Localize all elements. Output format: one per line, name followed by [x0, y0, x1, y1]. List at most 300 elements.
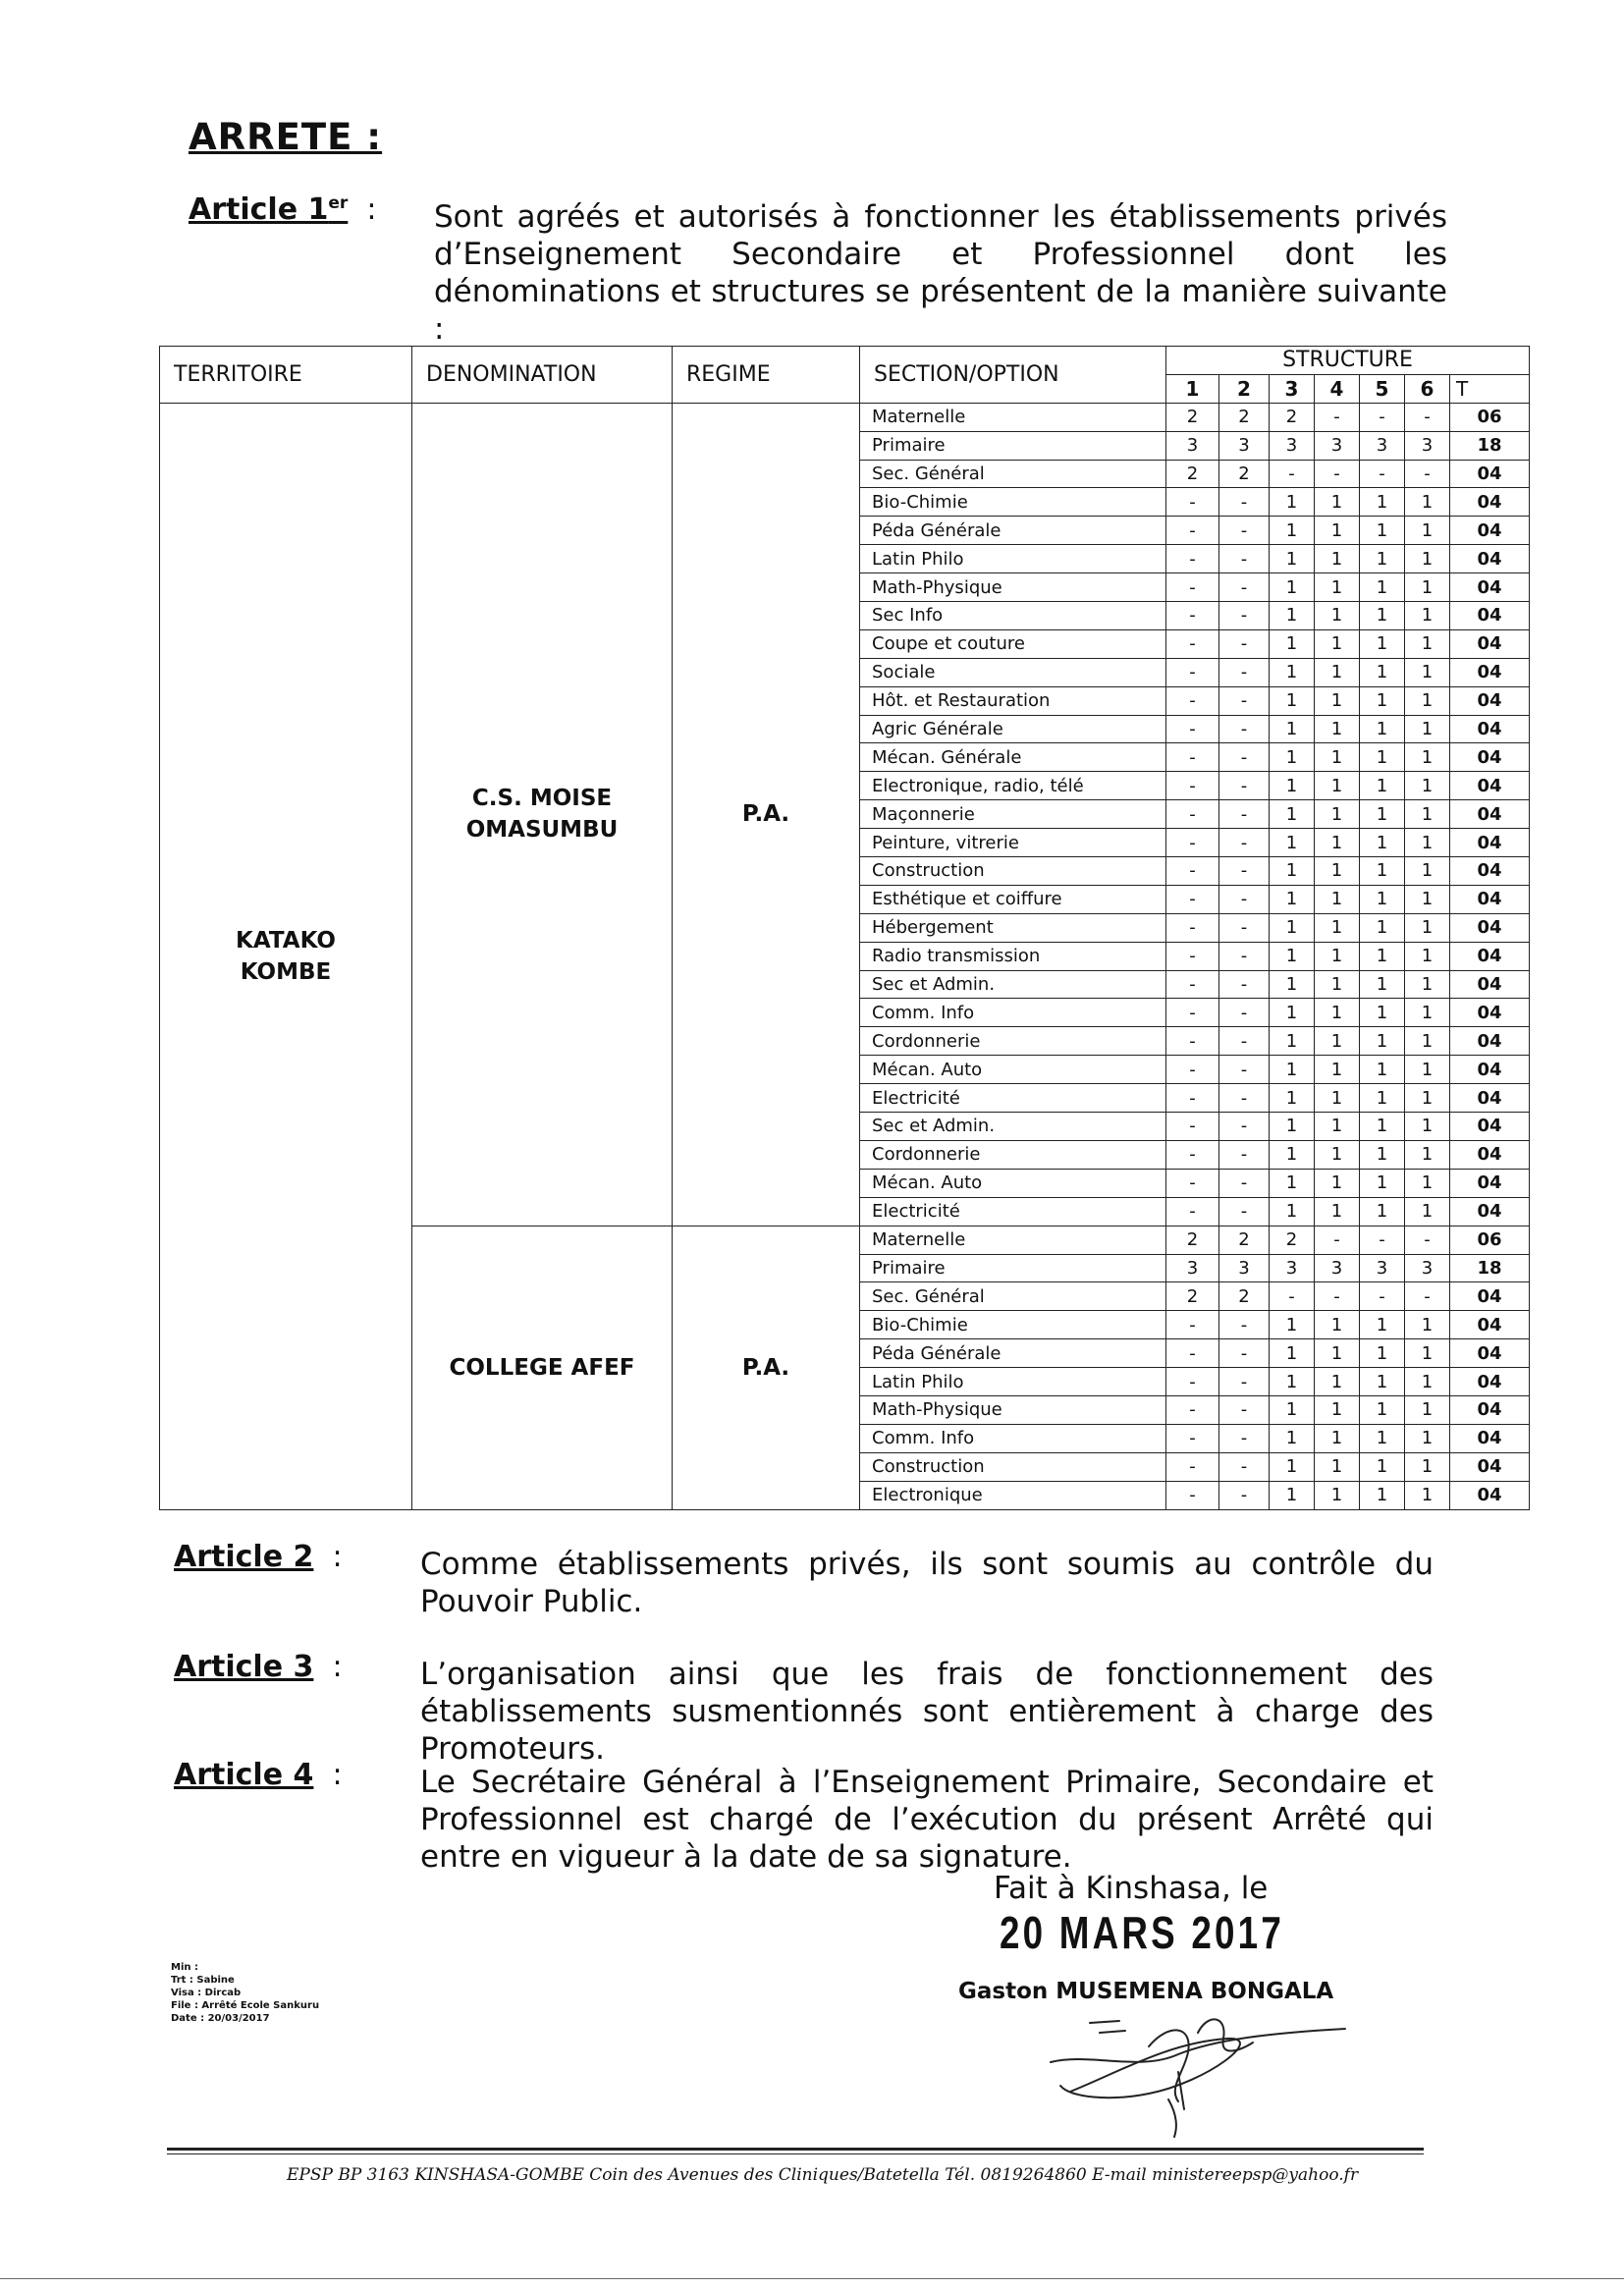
structure-cell: 1: [1315, 1027, 1360, 1056]
signature-date: 20 MARS 2017: [1000, 1907, 1284, 1958]
structure-cell: -: [1405, 1226, 1450, 1254]
structure-cell: 1: [1360, 1311, 1405, 1339]
structure-cell: -: [1166, 545, 1219, 573]
structure-cell: -: [1219, 1140, 1270, 1169]
section-option-cell: Math-Physique: [860, 573, 1166, 602]
structure-cell: 1: [1270, 1113, 1315, 1141]
total-cell: 04: [1450, 970, 1530, 999]
structure-cell: -: [1166, 1481, 1219, 1509]
article-3-heading: [174, 1650, 343, 1684]
structure-cell: 1: [1270, 1339, 1315, 1368]
structure-cell: 1: [1315, 686, 1360, 715]
section-option-cell: Cordonnerie: [860, 1140, 1166, 1169]
structure-cell: -: [1219, 1056, 1270, 1084]
meta-line: Min :: [171, 1962, 198, 1973]
school-name-cell: COLLEGE AFEF: [412, 1226, 673, 1509]
page-edge: [0, 2278, 1624, 2279]
structure-cell: 1: [1270, 1197, 1315, 1226]
section-option-cell: Sociale: [860, 658, 1166, 686]
structure-cell: -: [1166, 743, 1219, 772]
meta-line: File : Arrêté Ecole Sankuru: [171, 2000, 320, 2011]
structure-cell: 1: [1270, 1084, 1315, 1113]
structure-cell: 1: [1315, 1197, 1360, 1226]
structure-cell: 1: [1270, 999, 1315, 1027]
structure-cell: 3: [1270, 431, 1315, 460]
structure-cell: -: [1405, 1282, 1450, 1311]
structure-cell: 1: [1405, 743, 1450, 772]
total-cell: 04: [1450, 460, 1530, 488]
section-option-cell: Maternelle: [860, 1226, 1166, 1254]
structure-cell: 1: [1405, 686, 1450, 715]
structure-cell: -: [1405, 460, 1450, 488]
structure-cell: -: [1166, 857, 1219, 886]
structure-cell: 1: [1405, 970, 1450, 999]
structure-cell: -: [1166, 1452, 1219, 1481]
structure-cell: 2: [1270, 1226, 1315, 1254]
structure-cell: -: [1219, 942, 1270, 970]
structure-cell: 1: [1270, 545, 1315, 573]
structure-cell: 2: [1166, 460, 1219, 488]
structure-cell: 1: [1360, 1027, 1405, 1056]
header-col-1: 1: [1166, 374, 1219, 403]
structure-cell: -: [1315, 1226, 1360, 1254]
total-cell: 04: [1450, 602, 1530, 630]
article-2-heading: [174, 1540, 343, 1574]
total-cell: 18: [1450, 1254, 1530, 1282]
structure-cell: 1: [1270, 517, 1315, 545]
section-option-cell: Latin Philo: [860, 545, 1166, 573]
structure-cell: 1: [1405, 545, 1450, 573]
structure-cell: 1: [1405, 800, 1450, 829]
structure-cell: 1: [1360, 970, 1405, 999]
structure-cell: -: [1166, 1140, 1219, 1169]
structure-cell: 1: [1360, 913, 1405, 942]
structure-cell: -: [1166, 1395, 1219, 1424]
structure-cell: 1: [1360, 800, 1405, 829]
structure-cell: 1: [1360, 573, 1405, 602]
structure-cell: 2: [1166, 403, 1219, 431]
total-cell: 04: [1450, 488, 1530, 517]
article-1-text: Sont agréés et autorisés à fonctionner les établissements privés d’Enseignement Secondaire et Professionnel dont les dénominations et structures se présentent de la manière suivante :: [434, 199, 1447, 347]
structure-cell: 1: [1270, 1481, 1315, 1509]
structure-cell: 1: [1315, 1368, 1360, 1396]
structure-cell: -: [1219, 913, 1270, 942]
structure-cell: 1: [1405, 1368, 1450, 1396]
structure-cell: 1: [1360, 885, 1405, 913]
structure-cell: 2: [1219, 403, 1270, 431]
structure-cell: -: [1166, 1339, 1219, 1368]
total-cell: 04: [1450, 1339, 1530, 1368]
total-cell: 04: [1450, 1027, 1530, 1056]
article-1-label-text: Article 1: [189, 192, 329, 227]
total-cell: 04: [1450, 942, 1530, 970]
structure-cell: 1: [1405, 829, 1450, 857]
section-option-cell: Agric Générale: [860, 715, 1166, 743]
section-option-cell: Construction: [860, 857, 1166, 886]
section-option-cell: Bio-Chimie: [860, 1311, 1166, 1339]
structure-cell: -: [1166, 942, 1219, 970]
structure-cell: 1: [1405, 857, 1450, 886]
total-cell: 04: [1450, 1424, 1530, 1452]
total-cell: 06: [1450, 403, 1530, 431]
structure-cell: -: [1166, 913, 1219, 942]
structure-cell: -: [1219, 1368, 1270, 1396]
structure-cell: 1: [1405, 1339, 1450, 1368]
total-cell: 04: [1450, 517, 1530, 545]
school-name-cell: C.S. MOISE OMASUMBU: [412, 403, 673, 1226]
structure-cell: -: [1315, 460, 1360, 488]
structure-cell: 3: [1166, 431, 1219, 460]
structure-cell: 1: [1405, 1056, 1450, 1084]
structure-cell: 1: [1315, 1311, 1360, 1339]
structure-cell: 1: [1360, 1424, 1405, 1452]
article-2-text: Comme établissements privés, ils sont soumis au contrôle du Pouvoir Public.: [420, 1547, 1434, 1619]
file-metadata: [171, 1961, 319, 2025]
structure-cell: 1: [1315, 573, 1360, 602]
structure-cell: 1: [1360, 1339, 1405, 1368]
header-col-total: T: [1450, 374, 1530, 403]
structure-cell: 1: [1360, 602, 1405, 630]
total-cell: 04: [1450, 1084, 1530, 1113]
section-option-cell: Maternelle: [860, 403, 1166, 431]
structure-cell: 1: [1360, 488, 1405, 517]
structure-cell: 1: [1270, 942, 1315, 970]
structure-cell: -: [1315, 403, 1360, 431]
structure-cell: 1: [1270, 885, 1315, 913]
structure-cell: 1: [1315, 658, 1360, 686]
section-option-cell: Cordonnerie: [860, 1027, 1166, 1056]
structure-cell: 1: [1315, 517, 1360, 545]
structure-cell: -: [1166, 1311, 1219, 1339]
total-cell: 04: [1450, 800, 1530, 829]
structure-cell: -: [1219, 743, 1270, 772]
regime-cell: P.A.: [673, 1226, 860, 1509]
structure-cell: 3: [1315, 431, 1360, 460]
structure-cell: -: [1360, 1282, 1405, 1311]
structure-cell: 1: [1360, 1197, 1405, 1226]
structure-cell: -: [1219, 1169, 1270, 1197]
header-col-4: 4: [1315, 374, 1360, 403]
structure-cell: 1: [1270, 602, 1315, 630]
structure-cell: 2: [1166, 1226, 1219, 1254]
section-option-cell: Sec. Général: [860, 1282, 1166, 1311]
total-cell: 04: [1450, 1140, 1530, 1169]
structure-cell: -: [1219, 829, 1270, 857]
total-cell: 04: [1450, 573, 1530, 602]
section-option-cell: Mécan. Générale: [860, 743, 1166, 772]
total-cell: 04: [1450, 1113, 1530, 1141]
structure-cell: -: [1219, 1339, 1270, 1368]
section-option-cell: Coupe et couture: [860, 629, 1166, 658]
section-option-cell: Sec. Général: [860, 460, 1166, 488]
structure-cell: 1: [1405, 573, 1450, 602]
structure-cell: 1: [1405, 772, 1450, 800]
structure-cell: 1: [1315, 1140, 1360, 1169]
total-cell: 04: [1450, 999, 1530, 1027]
structure-cell: 1: [1270, 629, 1315, 658]
structure-cell: 1: [1360, 545, 1405, 573]
total-cell: 04: [1450, 857, 1530, 886]
structure-cell: -: [1166, 1197, 1219, 1226]
structure-cell: -: [1219, 999, 1270, 1027]
total-cell: 04: [1450, 1169, 1530, 1197]
structure-cell: 1: [1270, 1368, 1315, 1396]
structure-cell: 1: [1315, 800, 1360, 829]
structure-cell: 3: [1219, 1254, 1270, 1282]
structure-cell: 1: [1270, 800, 1315, 829]
total-cell: 04: [1450, 545, 1530, 573]
structure-cell: 1: [1360, 1368, 1405, 1396]
structure-cell: 1: [1405, 942, 1450, 970]
section-option-cell: Latin Philo: [860, 1368, 1166, 1396]
total-cell: 04: [1450, 772, 1530, 800]
article-4-colon: :: [332, 1758, 343, 1792]
structure-cell: -: [1219, 1395, 1270, 1424]
section-option-cell: Sec et Admin.: [860, 970, 1166, 999]
article-3-colon: :: [332, 1650, 343, 1684]
structure-cell: 1: [1315, 1481, 1360, 1509]
total-cell: 04: [1450, 1368, 1530, 1396]
total-cell: 04: [1450, 1311, 1530, 1339]
structure-cell: -: [1219, 1481, 1270, 1509]
header-col-5: 5: [1360, 374, 1405, 403]
structure-cell: 2: [1219, 1226, 1270, 1254]
header-section: SECTION/OPTION: [860, 347, 1166, 404]
section-option-cell: Comm. Info: [860, 999, 1166, 1027]
structure-cell: 1: [1360, 629, 1405, 658]
structure-cell: -: [1219, 1311, 1270, 1339]
structure-cell: 2: [1270, 403, 1315, 431]
structure-cell: 3: [1270, 1254, 1315, 1282]
structure-cell: 2: [1219, 1282, 1270, 1311]
structure-cell: 1: [1360, 1056, 1405, 1084]
signer-name: Gaston MUSEMENA BONGALA: [958, 1979, 1334, 2004]
fait-text: Fait à Kinshasa, le: [994, 1871, 1269, 1906]
structure-cell: -: [1166, 715, 1219, 743]
structure-cell: 1: [1270, 1395, 1315, 1424]
structure-cell: 1: [1360, 658, 1405, 686]
structure-cell: 1: [1405, 1140, 1450, 1169]
total-cell: 04: [1450, 1452, 1530, 1481]
structure-cell: 1: [1405, 517, 1450, 545]
structure-cell: -: [1219, 1084, 1270, 1113]
structure-cell: -: [1219, 629, 1270, 658]
schools-table: [159, 346, 1530, 1510]
article-4-text: Le Secrétaire Général à l’Enseignement Primaire, Secondaire et Professionnel est chargé de l’exécution du présent Arrêté qui entre en vigueur à la date de sa signature.: [420, 1765, 1434, 1875]
total-cell: 04: [1450, 629, 1530, 658]
structure-cell: -: [1219, 857, 1270, 886]
section-option-cell: Hébergement: [860, 913, 1166, 942]
territoire-cell: KATAKO KOMBE: [160, 403, 412, 1509]
structure-cell: -: [1219, 686, 1270, 715]
structure-cell: 1: [1360, 772, 1405, 800]
structure-cell: 1: [1270, 1169, 1315, 1197]
structure-cell: -: [1270, 1282, 1315, 1311]
structure-cell: -: [1360, 460, 1405, 488]
structure-cell: 1: [1315, 1424, 1360, 1452]
structure-cell: 1: [1405, 488, 1450, 517]
structure-cell: 1: [1270, 686, 1315, 715]
structure-cell: -: [1219, 602, 1270, 630]
section-option-cell: Sec Info: [860, 602, 1166, 630]
article-4-label: Article 4: [174, 1758, 314, 1792]
structure-cell: 1: [1270, 743, 1315, 772]
structure-cell: 1: [1360, 1084, 1405, 1113]
structure-cell: 1: [1270, 573, 1315, 602]
footer-rule-thin: [167, 2153, 1424, 2154]
structure-cell: 1: [1405, 1113, 1450, 1141]
structure-cell: 1: [1270, 829, 1315, 857]
section-option-cell: Radio transmission: [860, 942, 1166, 970]
structure-cell: -: [1166, 1056, 1219, 1084]
structure-cell: 1: [1315, 715, 1360, 743]
total-cell: 04: [1450, 913, 1530, 942]
structure-cell: -: [1166, 629, 1219, 658]
structure-cell: 3: [1360, 1254, 1405, 1282]
structure-cell: 1: [1315, 1169, 1360, 1197]
structure-cell: 3: [1219, 431, 1270, 460]
signature-image: [1031, 2003, 1355, 2141]
structure-cell: 1: [1405, 602, 1450, 630]
section-option-cell: Primaire: [860, 1254, 1166, 1282]
article-1-colon: :: [366, 192, 377, 227]
structure-cell: 1: [1315, 1113, 1360, 1141]
structure-cell: -: [1166, 1027, 1219, 1056]
structure-cell: 1: [1405, 1395, 1450, 1424]
header-col-3: 3: [1270, 374, 1315, 403]
structure-cell: 1: [1315, 602, 1360, 630]
structure-cell: 1: [1315, 1452, 1360, 1481]
structure-cell: 1: [1405, 1084, 1450, 1113]
header-col-2: 2: [1219, 374, 1270, 403]
structure-cell: 1: [1270, 857, 1315, 886]
structure-cell: 1: [1405, 1169, 1450, 1197]
header-territoire: TERRITOIRE: [160, 347, 412, 404]
structure-cell: -: [1360, 1226, 1405, 1254]
structure-cell: 1: [1315, 1056, 1360, 1084]
structure-cell: -: [1219, 658, 1270, 686]
section-option-cell: Péda Générale: [860, 1339, 1166, 1368]
structure-cell: 1: [1360, 829, 1405, 857]
header-structure: STRUCTURE: [1166, 347, 1530, 375]
structure-cell: 1: [1360, 686, 1405, 715]
section-option-cell: Comm. Info: [860, 1424, 1166, 1452]
structure-cell: 1: [1270, 1424, 1315, 1452]
structure-cell: 1: [1405, 885, 1450, 913]
section-option-cell: Maçonnerie: [860, 800, 1166, 829]
structure-cell: 1: [1270, 913, 1315, 942]
structure-cell: -: [1219, 970, 1270, 999]
meta-line: Trt : Sabine: [171, 1975, 235, 1986]
regime-cell: P.A.: [673, 403, 860, 1226]
structure-cell: 1: [1270, 970, 1315, 999]
article-2-colon: :: [332, 1540, 343, 1574]
section-option-cell: Hôt. et Restauration: [860, 686, 1166, 715]
total-cell: 04: [1450, 1481, 1530, 1509]
structure-cell: 1: [1405, 1197, 1450, 1226]
structure-cell: -: [1166, 488, 1219, 517]
structure-cell: -: [1219, 488, 1270, 517]
structure-cell: -: [1219, 517, 1270, 545]
structure-cell: -: [1219, 573, 1270, 602]
structure-cell: 1: [1315, 629, 1360, 658]
footer-rule: [167, 2148, 1424, 2151]
table-row: [160, 403, 1530, 431]
section-option-cell: Electricité: [860, 1084, 1166, 1113]
section-option-cell: Sec et Admin.: [860, 1113, 1166, 1141]
structure-cell: 1: [1270, 1027, 1315, 1056]
structure-cell: -: [1405, 403, 1450, 431]
total-cell: 04: [1450, 715, 1530, 743]
footer-address: EPSP BP 3163 KINSHASA-GOMBE Coin des Avenues des Cliniques/Batetella Tél. 0819264860 E-mail ministereepsp@yahoo.fr: [287, 2165, 1359, 2185]
structure-cell: 2: [1219, 460, 1270, 488]
structure-cell: 1: [1315, 970, 1360, 999]
structure-cell: 3: [1360, 431, 1405, 460]
structure-cell: 1: [1405, 999, 1450, 1027]
header-denomination: DENOMINATION: [412, 347, 673, 404]
structure-cell: 2: [1166, 1282, 1219, 1311]
total-cell: 04: [1450, 829, 1530, 857]
structure-cell: 1: [1360, 942, 1405, 970]
total-cell: 04: [1450, 658, 1530, 686]
total-cell: 18: [1450, 431, 1530, 460]
structure-cell: 1: [1360, 1481, 1405, 1509]
structure-cell: 1: [1270, 1311, 1315, 1339]
total-cell: 06: [1450, 1226, 1530, 1254]
total-cell: 04: [1450, 1282, 1530, 1311]
structure-cell: -: [1166, 573, 1219, 602]
structure-cell: -: [1219, 1113, 1270, 1141]
structure-cell: -: [1166, 800, 1219, 829]
structure-cell: -: [1219, 772, 1270, 800]
structure-cell: -: [1166, 970, 1219, 999]
structure-cell: -: [1219, 1452, 1270, 1481]
structure-cell: 1: [1315, 999, 1360, 1027]
structure-cell: 1: [1405, 1452, 1450, 1481]
fait-line: [994, 1871, 1624, 1959]
section-option-cell: Electricité: [860, 1197, 1166, 1226]
section-option-cell: Primaire: [860, 431, 1166, 460]
structure-cell: 1: [1405, 629, 1450, 658]
structure-cell: -: [1166, 885, 1219, 913]
article-2-label: Article 2: [174, 1540, 314, 1574]
structure-cell: 3: [1315, 1254, 1360, 1282]
meta-line: Visa : Dircab: [171, 1988, 242, 1998]
structure-cell: -: [1166, 1424, 1219, 1452]
article-3-label: Article 3: [174, 1650, 314, 1684]
structure-cell: -: [1166, 517, 1219, 545]
structure-cell: 1: [1360, 999, 1405, 1027]
section-option-cell: Mécan. Auto: [860, 1169, 1166, 1197]
structure-cell: 1: [1360, 1113, 1405, 1141]
article-1-label: [189, 192, 348, 227]
structure-cell: -: [1166, 602, 1219, 630]
structure-cell: 1: [1315, 1339, 1360, 1368]
structure-cell: -: [1219, 1424, 1270, 1452]
structure-cell: 1: [1270, 715, 1315, 743]
structure-cell: 1: [1405, 1027, 1450, 1056]
structure-cell: -: [1166, 686, 1219, 715]
section-option-cell: Electronique, radio, télé: [860, 772, 1166, 800]
header-regime: REGIME: [673, 347, 860, 404]
structure-cell: -: [1219, 715, 1270, 743]
structure-cell: 1: [1315, 488, 1360, 517]
section-option-cell: Electronique: [860, 1481, 1166, 1509]
structure-cell: -: [1219, 885, 1270, 913]
structure-cell: 1: [1270, 1056, 1315, 1084]
structure-cell: 1: [1405, 1481, 1450, 1509]
article-1-heading: [189, 192, 377, 227]
